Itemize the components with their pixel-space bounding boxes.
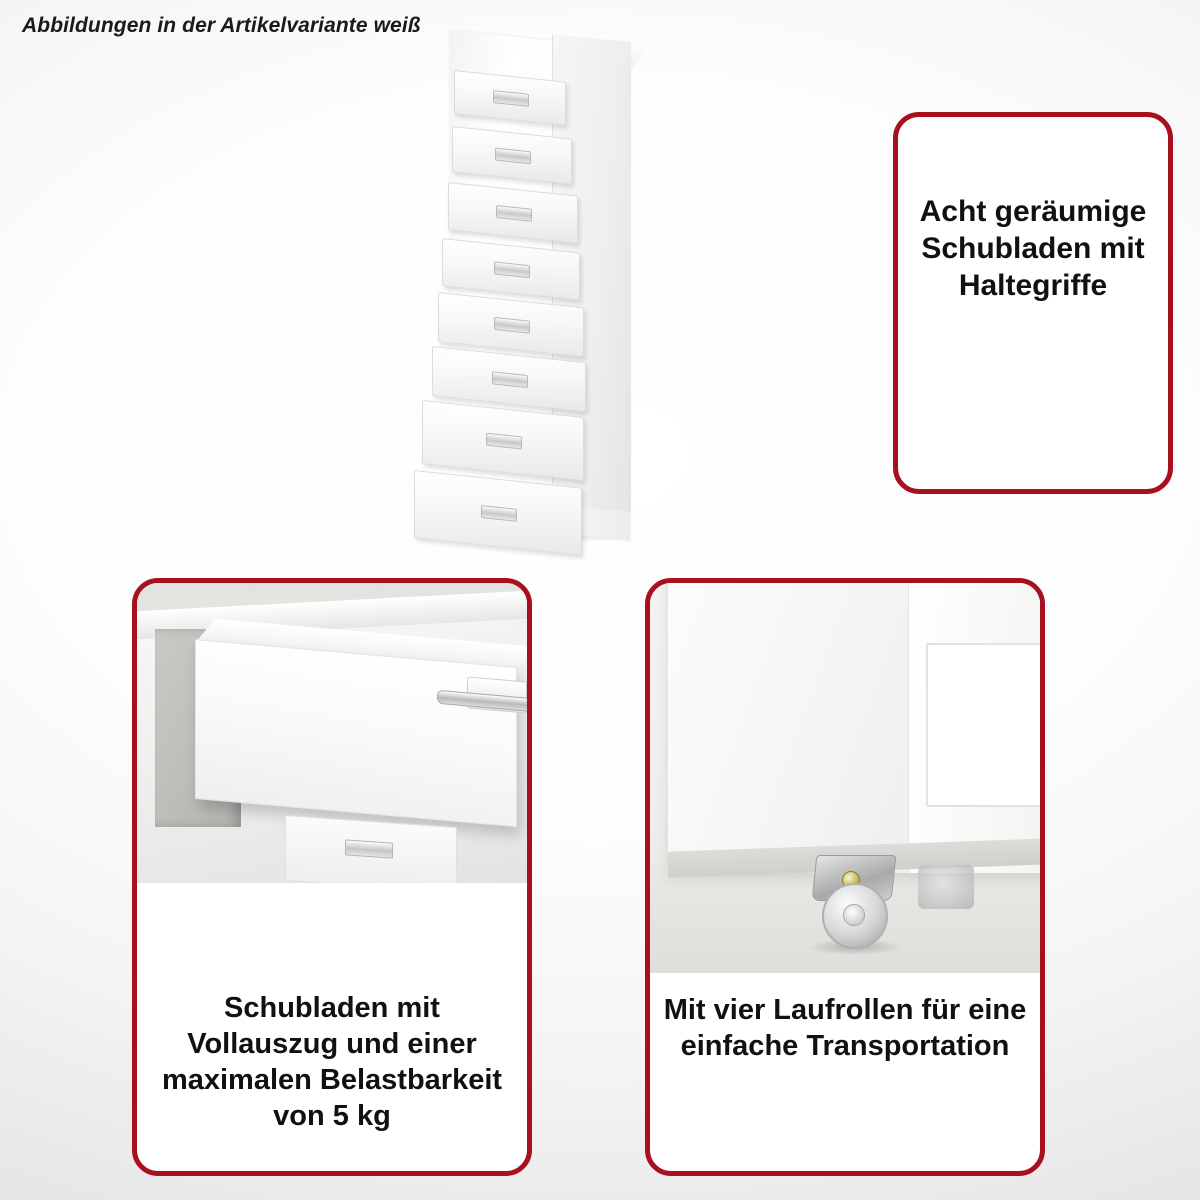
caster-hub — [843, 904, 865, 926]
cabinet-inner-frame — [926, 643, 1040, 807]
eight-drawers-caption: Acht geräumige Schubladen mit Haltegriffe — [919, 195, 1147, 303]
drawer-closeup-photo — [137, 583, 527, 883]
drawer-handle-icon — [492, 371, 528, 388]
caster-rear — [918, 865, 974, 909]
eight-drawers-panel — [893, 112, 1173, 494]
lower-drawer-handle-icon — [345, 839, 393, 858]
drawer-handle-icon — [494, 317, 530, 334]
variant-caption: Abbildungen in der Artikelvariante weiß — [22, 14, 421, 37]
drawer-handle-icon — [495, 148, 531, 165]
caster-closeup-photo — [650, 583, 1040, 973]
casters-caption: Mit vier Laufrollen für eine einfache Transportation — [663, 994, 1027, 1062]
drawer-handle-icon — [486, 433, 522, 450]
drawer-handle-icon — [481, 505, 517, 522]
caster-front — [800, 855, 912, 951]
drawer-fullextension-caption: Schubladen mit Vollauszug und einer maximalen Belastbarkeit von 5 kg — [161, 992, 503, 1132]
casters-panel — [645, 578, 1045, 1176]
drawer-handle-icon — [496, 205, 532, 222]
product-hero-photo — [410, 24, 660, 544]
drawer-handle-icon — [494, 261, 530, 278]
open-drawer-front — [195, 639, 517, 827]
drawer-handle-icon — [493, 90, 529, 107]
drawer-fullextension-panel — [132, 578, 532, 1176]
